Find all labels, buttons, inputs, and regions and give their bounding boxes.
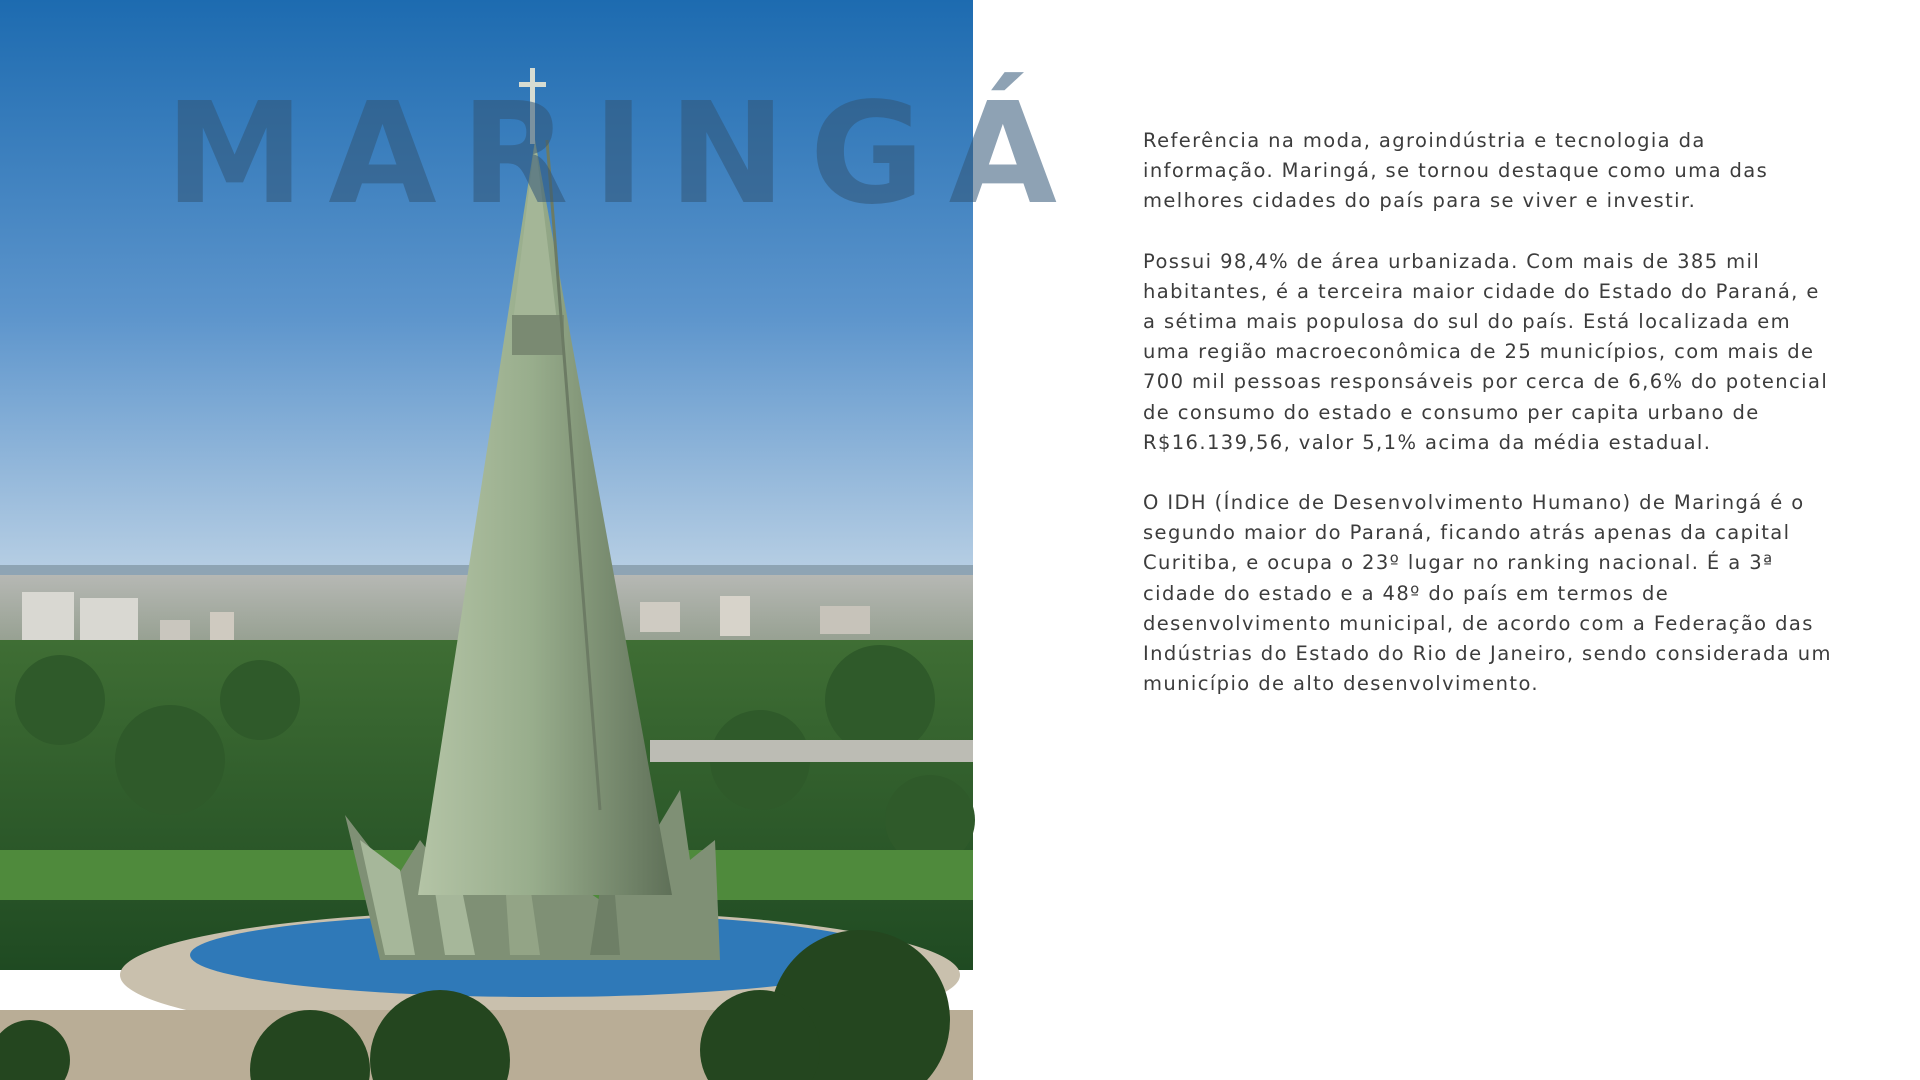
building-roof [650, 740, 973, 762]
spire-window-band [512, 315, 564, 355]
intro-paragraph: Referência na moda, agroindústria e tecnologia da informação. Maringá, se tornou destaque como uma das melhores cidades do país para se viver e investir. [1143, 129, 1769, 213]
city-title: MARINGÁ [165, 73, 1081, 236]
demographics-paragraph: Possui 98,4% de área urbanizada. Com mais de 385 mil habitantes, é a terceira maior cidade do Estado do Paraná, e a sétima mais populosa do sul do país. Está localizada em uma região macroeconômica de 25 municípios, com mais de 700 mil pessoas responsáveis por cerca de 6,6% do potencial de consumo do estado e consumo per capita urbano de R$16.139,56, valor 5,1% acima da média estadual. [1143, 249, 1829, 454]
description-panel [1143, 126, 1833, 729]
idh-paragraph: O IDH (Índice de Desenvolvimento Humano) de Maringá é o segundo maior do Paraná, ficando atrás apenas da capital Curitiba, e ocupa o 23º lugar no ranking nacional. É a 3ª cidade do estado e a 48º do país em termos de desenvolvimento municipal, de acordo com a Federação das Indústrias do Estado do Rio de Janeiro, sendo considerada um município de alto desenvolvimento. [1143, 491, 1832, 696]
